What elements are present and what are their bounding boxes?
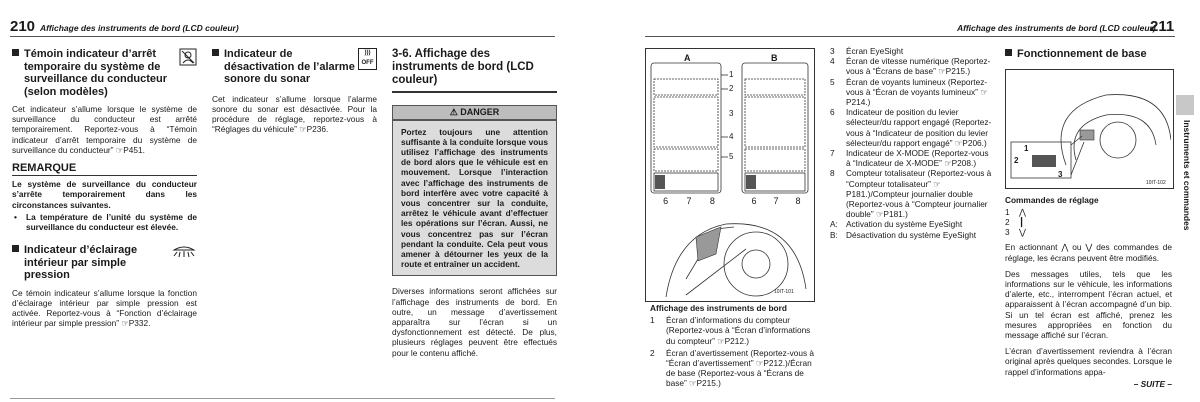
figure-callout: 2 bbox=[1014, 155, 1019, 165]
paragraph: L’écran d’avertissement reviendra à l’écran original après quelques secondes. Lorsque le rappel d’informations appa- bbox=[1005, 346, 1172, 377]
right-column bbox=[1005, 48, 1172, 389]
toggle-icon: ┃ bbox=[1019, 216, 1024, 227]
paragraph: Diverses informations seront affichées sur l’affichage des instruments de bord. En outre, un message d’avertissement apparaîtra sur l’écran si un dysfonctionnement est détecté. De plus, plusieurs réglages peuvent être effectués pour le contenu affiché. bbox=[392, 286, 557, 358]
section-heading: Fonctionnement de base bbox=[1005, 48, 1172, 61]
figure-label-a: A bbox=[684, 53, 691, 63]
footer-rule-left bbox=[10, 398, 555, 399]
sonar-off-icon: ))) OFF bbox=[358, 48, 377, 70]
figure-bottom-callouts-a: 6 7 8 bbox=[663, 196, 715, 206]
section-heading: Indicateur d’éclairage intérieur par simple pression bbox=[12, 244, 197, 282]
list-item: 6 Indicateur de position du levier sélecteur/du rapport engagé (Reportez-vous à “Indicateur de position du levier sélecteur/du rapport engagé” ☞P206.) bbox=[830, 107, 992, 148]
left-column-3 bbox=[392, 48, 557, 358]
danger-text: Portez toujours une attention suffisante à la conduite lorsque vous utilisez l’affichage des instruments de bord alors que le véhicule est en mouvement. Lorsque l’interaction avec l’affichage des instruments de bord interfère avec votre capacité à vous concentrer sur la conduite, arrêtez le véhicule avant d’effectuer les opérations sur l’écran. Aussi, ne vous concentrez pas sur l’écran pendant la conduite. Cela peut vous amener à détourner les yeux de la route et entraîner un accident. bbox=[392, 120, 557, 277]
warning-triangle-icon: ⚠ bbox=[449, 106, 458, 117]
page-header-left: Affichage des instruments de bord (LCD couleur) bbox=[40, 23, 239, 33]
list-item: 7 Indicateur de X-MODE (Reportez-vous à “Indicateur de X-MODE” ☞P208.) bbox=[830, 148, 989, 169]
callout: 4 bbox=[729, 132, 734, 141]
paragraph: En actionnant ⋀ ou ⋁ des commandes de réglage, les écrans peuvent être modifiés. bbox=[1005, 242, 1172, 263]
header-rule-left bbox=[10, 36, 555, 37]
legend-list bbox=[830, 46, 995, 240]
side-tab-label: Instruments et commandes bbox=[1182, 120, 1192, 231]
page-number-left: 210 bbox=[10, 18, 36, 35]
paragraph: Ce témoin indicateur s’allume lorsque la fonction d’éclairage intérieur par simple pression est activée. Reportez-vous à “Fonction d’éclairage intérieur par simple pression” ☞P332. bbox=[12, 287, 197, 329]
commandes-row: 1 ⋀ bbox=[1005, 206, 1026, 217]
callout: 2 bbox=[729, 84, 734, 93]
list-item: 2 Écran d’avertissement (Reportez-vous à “Écran d’avertissement” ☞P212.)/Écran de base (Reportez-vous à “Écrans de base” ☞P215.) bbox=[650, 347, 815, 389]
danger-header: ⚠ DANGER bbox=[392, 105, 557, 120]
figure-bottom-callouts-b: 6 7 8 bbox=[751, 196, 801, 206]
paragraph: Cet indicateur s’allume lorsque le système de surveillance du conducteur est arrêté temporairement. Reportez-vous à “Témoin indicateur d’arrêt temporaire du système de surveillance du conducteur” ☞P451. bbox=[12, 104, 197, 155]
callout: 5 bbox=[729, 152, 734, 161]
remarque-bullet: • La température de l’unité du système de surveillance du conducteur est élevée. bbox=[14, 211, 197, 233]
left-column-1 bbox=[12, 48, 197, 329]
figure-caption-block bbox=[650, 303, 815, 389]
steering-figure bbox=[1005, 69, 1174, 189]
list-item: B: Désactivation du système EyeSight bbox=[830, 229, 977, 240]
paragraph: Cet indicateur s’allume lorsque l’alarme sonore du sonar est désactivée. Pour la procédure de réglage, reportez-vous à “Réglages du véhicule” ☞P236. bbox=[212, 93, 377, 135]
driver-monitoring-off-icon bbox=[179, 48, 197, 66]
list-item: 4 Écran de vitesse numérique (Reportez-vous à “Écrans de base” ☞P215.) bbox=[830, 56, 991, 77]
figure-label-b: B bbox=[771, 53, 778, 63]
heading-square-icon bbox=[212, 49, 219, 56]
side-tab bbox=[1176, 95, 1194, 115]
commandes-row: 3 ⋁ bbox=[1005, 227, 1026, 238]
list-item: 1 Écran d’informations du compteur (Reportez-vous à “Écran d’informations du compteur” ☞P212.) bbox=[650, 315, 811, 346]
left-column-2 bbox=[212, 48, 377, 134]
figure-caption: Affichage des instruments de bord bbox=[650, 303, 787, 313]
heading-square-icon bbox=[1005, 49, 1012, 56]
header-rule-right bbox=[645, 36, 1175, 37]
remarque-rule bbox=[12, 175, 197, 176]
suite-label: – SUITE – bbox=[1133, 378, 1172, 389]
remarque-text: Le système de surveillance du conducteur s’arrête temporairement dans les circonstances suivantes. bbox=[12, 179, 197, 210]
paragraph: Des messages utiles, tels que les informations sur le véhicule, les informations d’alerte, etc., interrompent l’écran actuel, et apparaissent à l’écran accompagné d’un bip. Si un tel écran est affiché, prenez les mesures appropriées en fonction du message affiché sur l’écran. bbox=[1005, 268, 1172, 340]
instrument-figure bbox=[645, 48, 815, 302]
danger-panel bbox=[392, 105, 557, 277]
figure-code: 10IT-102 bbox=[1146, 179, 1166, 186]
section-title: 3-6. Affichage des instruments de bord (LCD couleur) bbox=[392, 48, 534, 86]
callout: 1 bbox=[729, 70, 734, 79]
section-heading: Indicateur de désactivation de l’alarme sonore du sonar bbox=[212, 48, 377, 86]
up-arrow-icon: ⋀ bbox=[1019, 206, 1026, 217]
figure-callout: 1 bbox=[1024, 143, 1029, 153]
commandes-row: 2 ┃ bbox=[1005, 216, 1024, 227]
section-rule bbox=[392, 91, 557, 93]
remarque-heading: REMARQUE bbox=[12, 162, 77, 175]
commandes-title: Commandes de réglage bbox=[1005, 194, 1099, 205]
list-item: 5 Écran de voyants lumineux (Reportez-vous à “Écran de voyants lumineux” ☞P214.) bbox=[830, 76, 988, 108]
figure-callout: 3 bbox=[1058, 169, 1063, 179]
page-number-right: 211 bbox=[1150, 18, 1175, 35]
heading-square-icon bbox=[12, 245, 19, 252]
page-header-right: Affichage des instruments de bord (LCD couleur) bbox=[957, 23, 1156, 33]
down-arrow-icon: ⋁ bbox=[1019, 227, 1026, 238]
section-heading: Témoin indicateur d’arrêt temporaire du système de surveillance du conducteur (selon modèles) bbox=[12, 48, 197, 98]
heading-square-icon bbox=[12, 49, 19, 56]
list-item: 3 Écran EyeSight bbox=[830, 46, 904, 56]
list-item: 8 Compteur totalisateur (Reportez-vous à “Compteur totalisateur” ☞P181.)/Compteur journalier double (Reportez-vous à “Compteur journalier double” ☞P181.) bbox=[830, 168, 992, 220]
interior-light-icon bbox=[171, 244, 197, 258]
callout: 3 bbox=[729, 109, 734, 118]
list-item: A: Activation du système EyeSight bbox=[830, 219, 963, 230]
figure-code: 10IT-101 bbox=[774, 289, 794, 295]
